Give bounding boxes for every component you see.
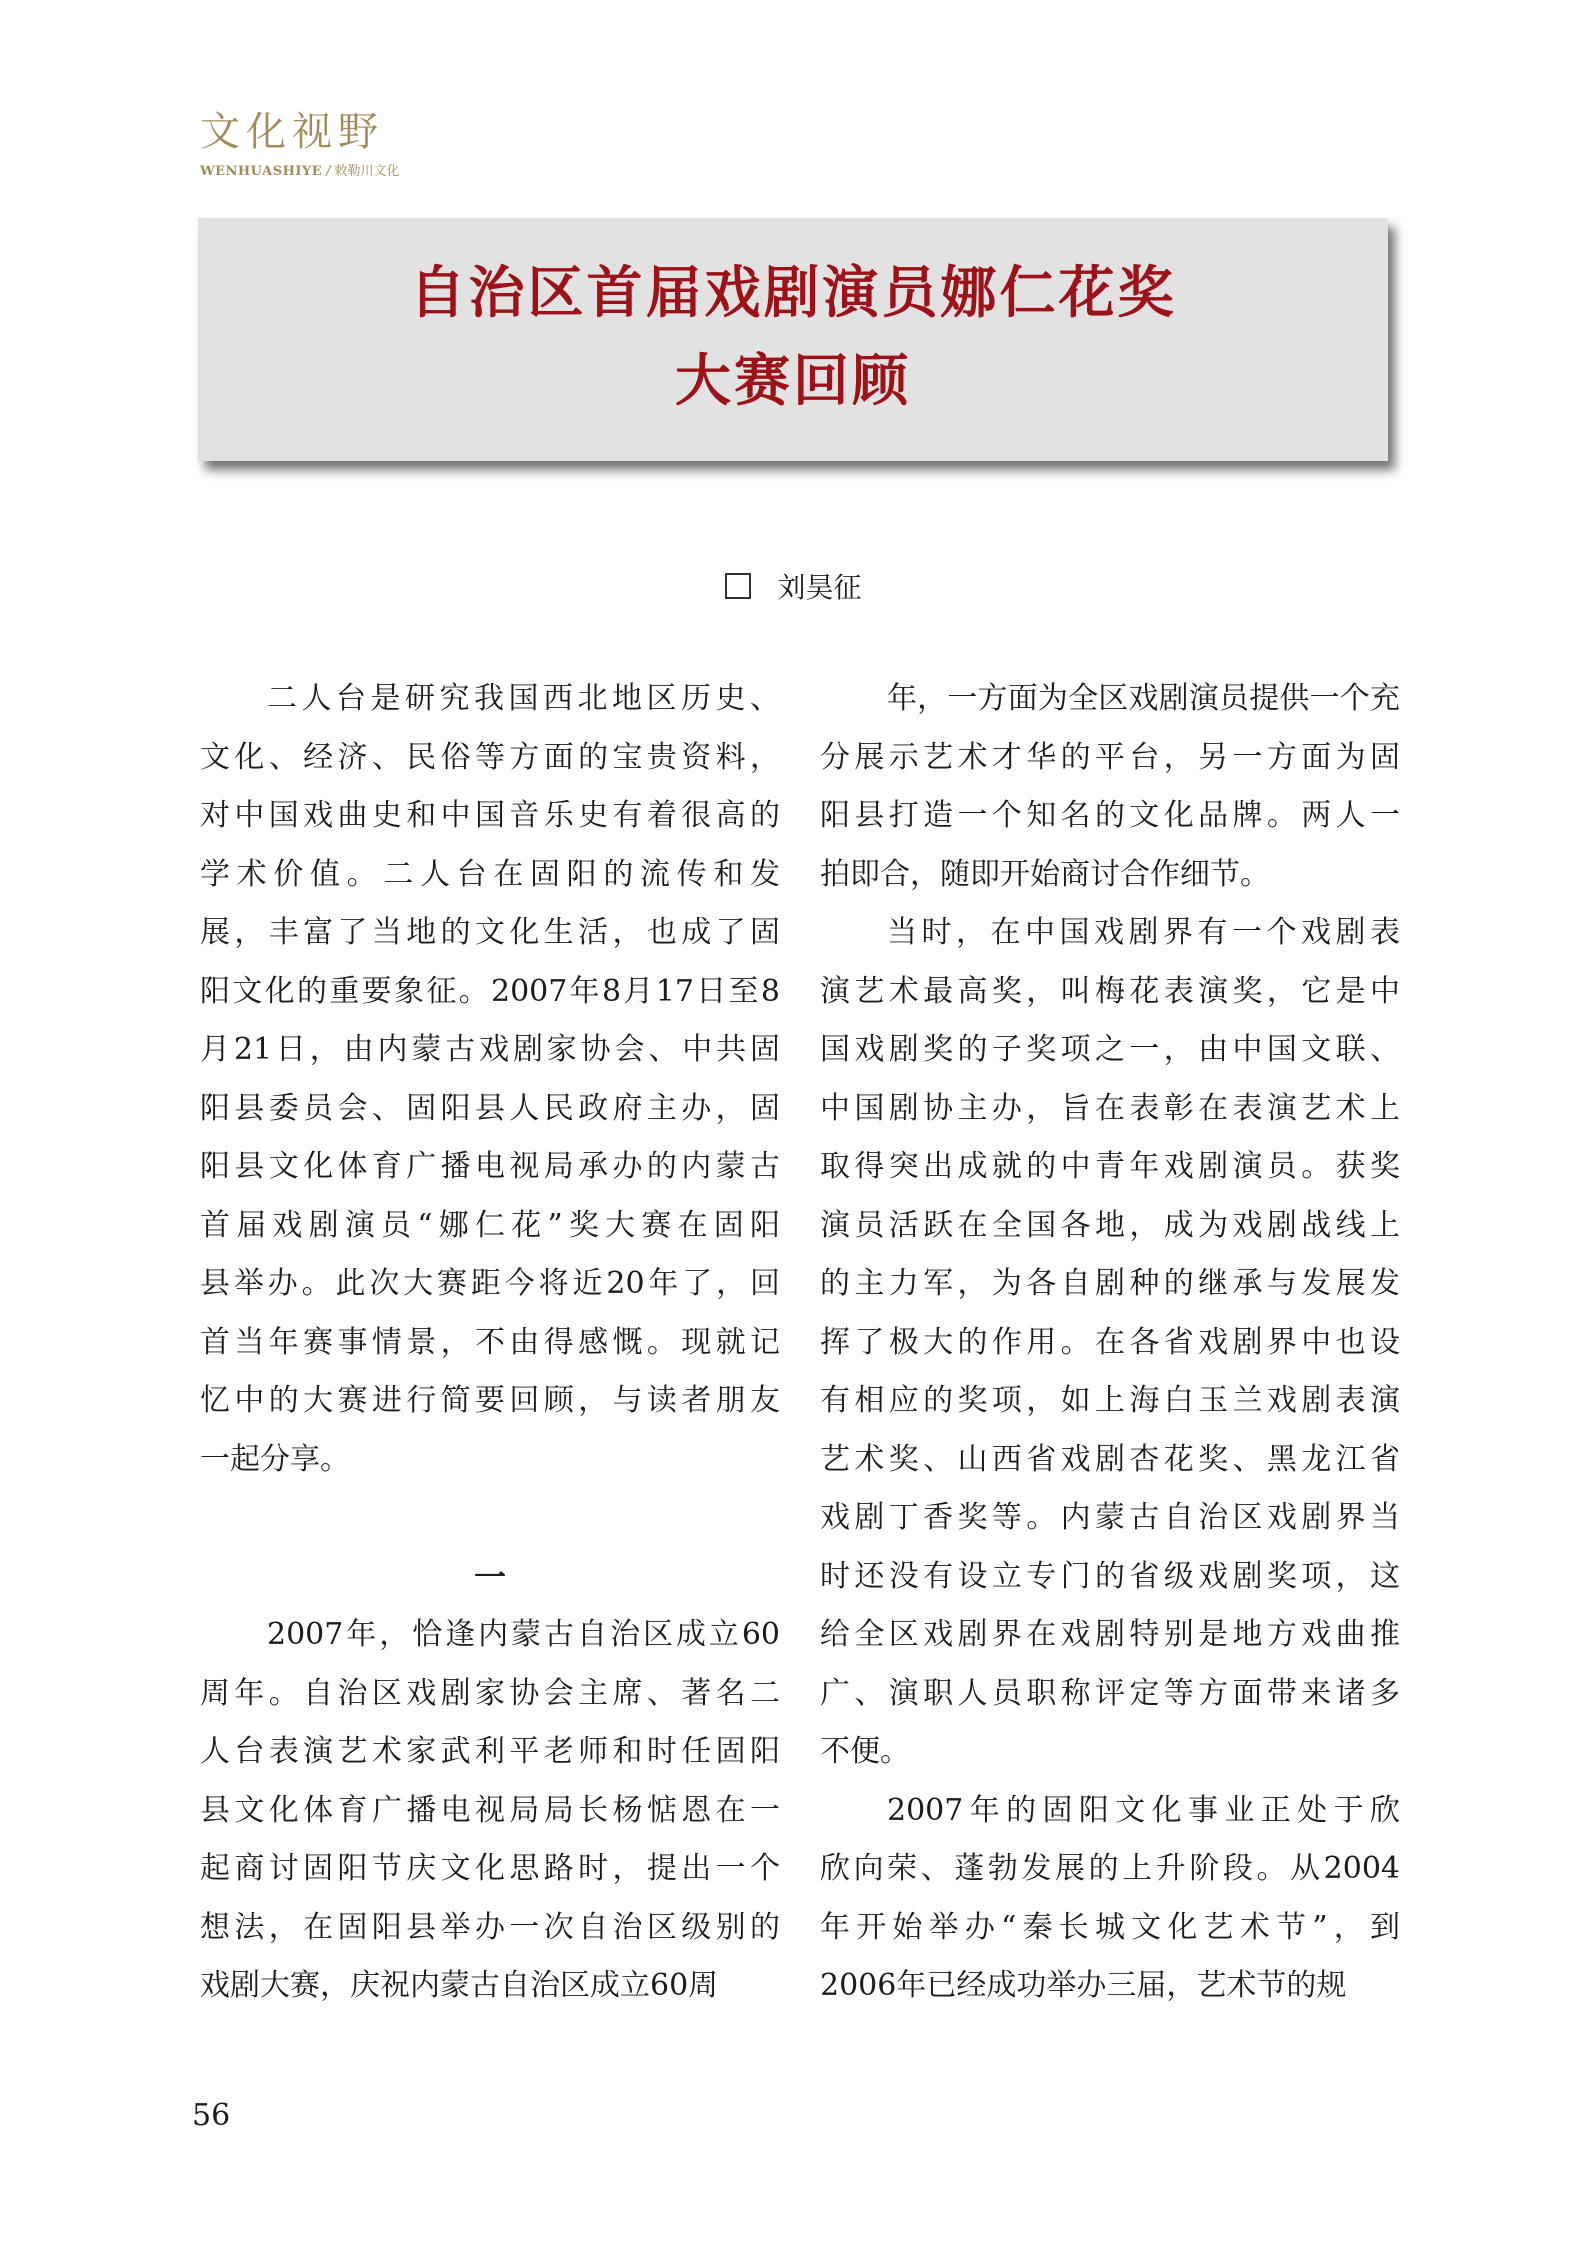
paragraph-line: 年，一方面为全区戏剧演员提供一个充: [887, 681, 1400, 716]
paragraph-line: 月21日，由内蒙古戏剧家协会、中共固: [200, 1032, 780, 1067]
paragraph-line: 有相应的奖项，如上海白玉兰戏剧表演: [820, 1383, 1400, 1418]
paragraph-line: 年开始举办“秦长城文化艺术节”，到: [820, 1909, 1400, 1945]
paragraph-line: 阳县委员会、固阳县人民政府主办，固: [200, 1090, 780, 1126]
article-title-line-1: 自治区首届戏剧演员娜仁花奖: [409, 261, 1177, 326]
paragraph-line: 广、演职人员职称评定等方面带来诸多: [820, 1675, 1400, 1711]
paragraph-line: 戏剧大赛，庆祝内蒙古自治区成立60周: [200, 1968, 719, 2003]
paragraph-line: 2006年已经成功举办三届，艺术节的规: [820, 1968, 1347, 2003]
paragraph-line: 一起分享。: [200, 1441, 350, 1477]
section-subtitle: [200, 160, 400, 179]
paragraph-line: 分展示艺术才华的平台，另一方面为固: [820, 739, 1400, 775]
paragraph-line: 2007年的固阳文化事业正处于欣: [887, 1792, 1400, 1828]
paragraph-line: 不便。: [820, 1734, 910, 1769]
author-name: 刘昊征: [777, 571, 862, 604]
paragraph-line: 艺术奖、山西省戏剧杏花奖、黑龙江省: [820, 1441, 1400, 1477]
left-column: [200, 670, 780, 2016]
paragraph-line: 学术价值。二人台在固阳的流传和发: [200, 856, 780, 892]
paragraph-line: 阳文化的重要象征。2007年8月17日至8: [200, 973, 780, 1009]
paragraph-line: 起商讨固阳节庆文化思路时，提出一个: [200, 1851, 780, 1886]
paragraph-line: 二人台是研究我国西北地区历史、: [267, 681, 780, 716]
section-slash: /: [326, 164, 331, 179]
section-header: [200, 108, 400, 179]
paragraph-line: 时还没有设立专门的省级戏剧奖项，这: [820, 1558, 1400, 1594]
article-title-box: [198, 218, 1388, 461]
right-column: [820, 670, 1400, 2016]
paragraph-line: 的主力军，为各自剧种的继承与发展发: [820, 1266, 1400, 1301]
paragraph-line: 首当年赛事情景，不由得感慨。现就记: [200, 1324, 780, 1360]
page-number: 56: [192, 2098, 231, 2133]
paragraph-line: 拍即合，随即开始商讨合作细节。: [820, 856, 1270, 892]
paragraph-line: 取得突出成就的中青年戏剧演员。获奖: [820, 1149, 1400, 1184]
paragraph-line: 给全区戏剧界在戏剧特别是地方戏曲推: [820, 1617, 1400, 1652]
paragraph-line: 演员活跃在全国各地，成为戏剧战线上: [820, 1207, 1400, 1243]
paragraph-line: 县文化体育广播电视局局长杨惦恩在一: [200, 1792, 780, 1828]
paragraph-line: 戏剧丁香奖等。内蒙古自治区戏剧界当: [820, 1500, 1400, 1535]
square-icon: [725, 573, 751, 599]
paragraph-line: 对中国戏曲史和中国音乐史有着很高的: [200, 798, 780, 833]
section-title: 文化视野: [200, 109, 384, 155]
article-title-line-2: 大赛回顾: [675, 349, 911, 414]
paragraph-line: 文化、经济、民俗等方面的宝贵资料，: [200, 739, 780, 775]
section-sub-label: 敕勒川文化: [334, 164, 400, 179]
paragraph-line: 阳县打造一个知名的文化品牌。两人一: [820, 798, 1400, 833]
paragraph-line: 2007年，恰逢内蒙古自治区成立60: [267, 1617, 780, 1652]
paragraph-line: 欣向荣、蓬勃发展的上升阶段。从2004: [820, 1851, 1400, 1886]
section-number: 一: [473, 1557, 506, 1596]
paragraph-line: 忆中的大赛进行简要回顾，与读者朋友: [200, 1383, 780, 1418]
paragraph-line: 首届戏剧演员“娜仁花”奖大赛在固阳: [200, 1207, 780, 1243]
paragraph-line: 挥了极大的作用。在各省戏剧界中也设: [820, 1324, 1400, 1360]
paragraph-line: 展，丰富了当地的文化生活，也成了固: [200, 915, 780, 950]
paragraph-line: 人台表演艺术家武利平老师和时任固阳: [200, 1734, 780, 1769]
byline: [0, 568, 1587, 608]
paragraph-line: 中国剧协主办，旨在表彰在表演艺术上: [820, 1090, 1400, 1126]
paragraph-gap: [200, 1489, 780, 1548]
paragraph-line: 县举办。此次大赛距今将近20年了，回: [200, 1266, 780, 1301]
paragraph-line: 阳县文化体育广播电视局承办的内蒙古: [200, 1149, 780, 1184]
paragraph-line: 想法，在固阳县举办一次自治区级别的: [200, 1909, 780, 1945]
paragraph-line: 周年。自治区戏剧家协会主席、著名二: [200, 1675, 780, 1711]
paragraph-line: 当时，在中国戏剧界有一个戏剧表: [887, 915, 1400, 950]
paragraph-line: 国戏剧奖的子奖项之一，由中国文联、: [820, 1032, 1400, 1067]
section-latin: WENHUASHIYE: [200, 164, 323, 179]
paragraph-line: 演艺术最高奖，叫梅花表演奖，它是中: [820, 973, 1400, 1009]
